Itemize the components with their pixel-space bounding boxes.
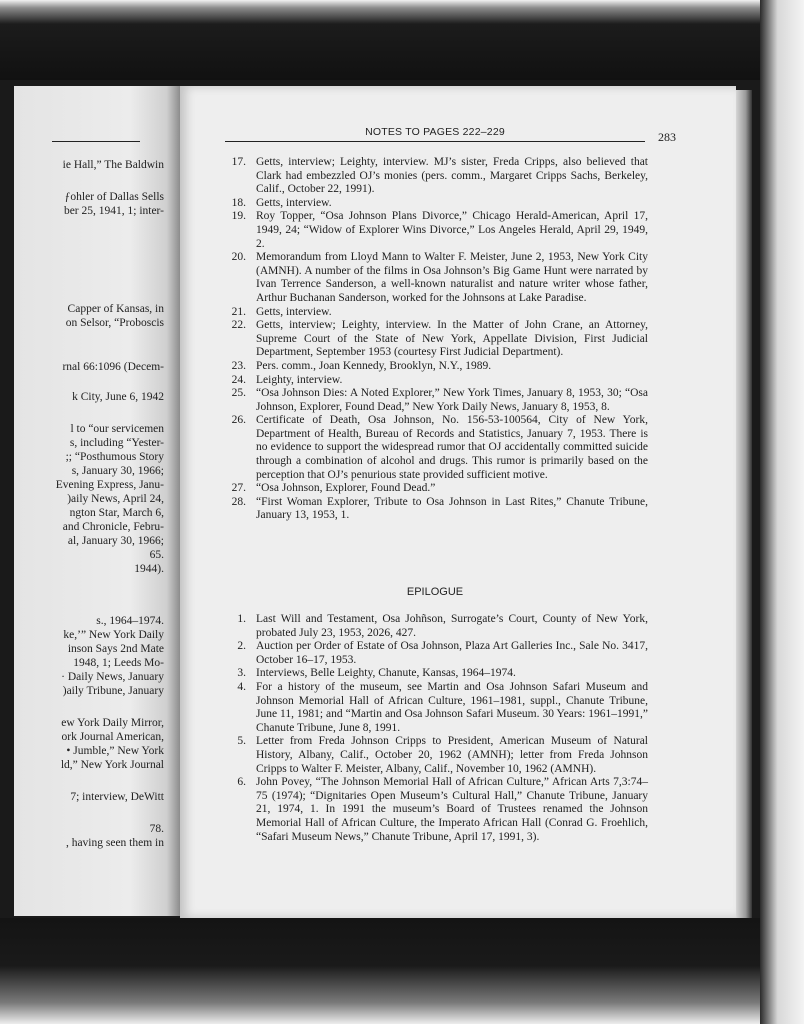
epilogue-heading: EPILOGUE	[406, 586, 464, 598]
note-item	[220, 667, 648, 681]
left-page-fragment: 1948, 1; Leeds Mo-	[73, 657, 164, 669]
note-number: 1.	[237, 613, 246, 625]
left-page-fragment: al, January 30, 1966;	[67, 535, 164, 547]
left-page-fragment: s, including “Yester-	[69, 437, 164, 449]
note-item	[220, 156, 648, 197]
note-item	[220, 482, 648, 496]
left-page-fragment: ork Journal American,	[61, 731, 164, 743]
note-number: 4.	[237, 680, 246, 693]
page-number: 283	[658, 130, 676, 144]
note-text: Letter from Freda Johnson Cripps to President, American Museum of Natural History, Albany, Calif., October 20, 1962 (AMNH); letter from Freda Johnson Cripps to Walter F. Meister, Albany, Calif., November 10, 1962 (AMNH).	[256, 735, 648, 775]
note-number: 18.	[231, 196, 246, 209]
left-page-fragment: on Selsor, “Proboscis	[65, 317, 164, 329]
left-page-fragment: 1944).	[134, 563, 164, 575]
note-item	[220, 251, 648, 305]
note-text: Memorandum from Lloyd Mann to Walter F. Meister, June 2, 1953, New York City (AMNH). A number of the films in Osa Johnson’s Big Game Hunt were narrated by Ivan Terrence Sanderson, a well-known naturalist and nature writer whose father, Arthur Buchanan Sanderson, worked for the Johnsons at Lake Paradise.	[256, 251, 648, 304]
left-page-fragment: )aily News, April 24,	[67, 493, 164, 505]
left-page-fragment: 7; interview, DeWitt	[70, 791, 164, 803]
note-item	[220, 681, 648, 735]
left-page-fragment: inson Says 2nd Mate	[67, 643, 164, 655]
note-item	[220, 613, 648, 640]
note-item	[220, 387, 648, 414]
note-text: Certificate of Death, Osa Johnson, No. 156-53-100564, City of New York, Department of Health, Bureau of Records and Statistics, January 7, 1953. There is no evidence to support the widespread rumor that OJ accidentally committed suicide through a combination of alcohol and drugs. This rumor is primarily based on the perception that OJ’s penurious state provided sufficient motive.	[256, 414, 648, 481]
note-item	[220, 306, 648, 320]
left-page-fragment: ke,’” New York Daily	[63, 629, 164, 641]
note-number: 25.	[231, 387, 246, 400]
note-text: Last Will and Testament, Osa Johñson, Surrogate’s Court, County of New York, probated July 23, 1953, 2026, 427.	[256, 613, 648, 639]
note-text: Getts, interview; Leighty, interview. MJ’s sister, Freda Cripps, also believed that Clark had embezzled OJ’s monies (pers. comm., Margaret Cripps Sachs, Berkeley, Calif., October 22, 1991).	[256, 156, 648, 196]
note-text: For a history of the museum, see Martin and Osa Johnson Safari Museum and Johnson Memorial Hall of African Culture, 1961–1981, suppl., Chanute Tribune, June 11, 1981; and “Martin and Osa Johnson Safari Museum. 30 Years: 1961–1991,” Chanute Tribune, June 8, 1991.	[256, 680, 648, 734]
note-item	[220, 374, 648, 388]
note-number: 6.	[237, 776, 246, 789]
note-text: John Povey, “The Johnson Memorial Hall of African Culture,” African Arts 7,3:74–75 (1974); “Dignitaries Open Museum’s Cultural Hall,” Chanute Tribune, January 21, 1974, 1. In 1991 the museum’s Board of Trustees renamed the Johnson Memorial Hall of African Culture, the Imperato African Hall (Conrad G. Froehlich, “Safari Museum News,” Chanute Tribune, April 17, 1991, 3).	[256, 776, 648, 843]
left-page-fragment: )aily Tribune, January	[62, 685, 164, 697]
note-text: Getts, interview.	[256, 196, 332, 209]
notes-page	[180, 86, 736, 918]
left-page-header-rule	[52, 141, 140, 142]
left-page-fragment: , having seen them in	[65, 837, 164, 849]
note-item	[220, 776, 648, 844]
note-item	[220, 640, 648, 667]
left-page-fragment: s, January 30, 1966;	[71, 465, 164, 477]
note-item	[220, 197, 648, 211]
left-page-fragment: k City, June 6, 1942	[72, 391, 164, 403]
left-page-fragment: 65.	[149, 549, 164, 561]
note-text: “Osa Johnson, Explorer, Found Dead.”	[256, 482, 436, 495]
note-number: 2.	[237, 640, 246, 653]
note-item	[220, 319, 648, 360]
left-page-fragment: ;; “Posthumous Story	[65, 451, 164, 463]
running-header: NOTES TO PAGES 222–229	[365, 126, 505, 138]
note-item	[220, 360, 648, 374]
note-text: Getts, interview.	[256, 305, 332, 318]
left-page-fragment: s., 1964–1974.	[96, 615, 164, 627]
notes-list	[220, 156, 648, 523]
left-page-fragment: 78.	[149, 823, 164, 835]
left-page-fragment: · Daily News, January	[61, 671, 164, 683]
note-text: Roy Topper, “Osa Johnson Plans Divorce,” Chicago Herald-American, April 17, 1949, 24; “Widow of Explorer Wins Divorce,” Los Angeles Herald, April 29, 1949, 2.	[256, 210, 648, 250]
note-number: 26.	[231, 414, 246, 427]
left-page-fragment: and Chronicle, Febru-	[62, 521, 164, 533]
scan-background-right	[760, 0, 804, 1024]
note-text: “First Woman Explorer, Tribute to Osa Johnson in Last Rites,” Chanute Tribune, January 13, 1953, 1.	[256, 495, 648, 522]
left-page-fragment: ngton Star, March 6,	[69, 507, 164, 519]
note-text: Auction per Order of Estate of Osa Johnson, Plaza Art Galleries Inc., Sale No. 3417, October 16–17, 1953.	[256, 640, 648, 666]
left-page-fragment: l to “our servicemen	[70, 423, 164, 435]
left-page-fragment: rnal 66:1096 (Decem-	[62, 361, 164, 373]
note-number: 17.	[231, 156, 246, 168]
epilogue-notes-list	[220, 613, 648, 844]
left-page-fragment: ƒohler of Dallas Sells	[64, 191, 164, 203]
note-item	[220, 210, 648, 251]
scan-background-bottom	[0, 918, 804, 1024]
scan-background-top	[0, 0, 804, 80]
page-stack-edge	[736, 90, 752, 918]
note-text: Getts, interview; Leighty, interview. In the Matter of John Crane, an Attorney, Supreme Court of the State of New York, Appellate Division, First Judicial Department, September 1953 (courtesy First Judicial Department).	[256, 319, 648, 359]
left-page-fragment: Evening Express, Janu-	[55, 479, 164, 491]
note-text: “Osa Johnson Dies: A Noted Explorer,” New York Times, January 8, 1953, 30; “Osa Johnson, Explorer, Found Dead,” New York Daily News, January 8, 1953, 8.	[256, 387, 648, 413]
note-text: Interviews, Belle Leighty, Chanute, Kansas, 1964–1974.	[256, 667, 516, 680]
left-page-fragment: Capper of Kansas, in	[67, 303, 164, 315]
left-page-fragment: ie Hall,” The Baldwin	[62, 159, 164, 171]
note-text: Pers. comm., Joan Kennedy, Brooklyn, N.Y., 1989.	[256, 359, 492, 372]
note-number: 3.	[237, 667, 246, 680]
note-number: 22.	[231, 319, 246, 332]
note-number: 21.	[231, 305, 246, 318]
left-page-fragment: • Jumble,” New York	[66, 745, 164, 757]
note-item	[220, 496, 648, 523]
note-number: 5.	[237, 735, 246, 748]
note-number: 19.	[231, 210, 246, 223]
left-page-fragment: ew York Daily Mirror,	[61, 717, 164, 729]
note-number: 20.	[231, 251, 246, 264]
left-page-fragment: ld,” New York Journal	[60, 759, 164, 771]
header-rule	[225, 141, 645, 142]
note-number: 28.	[231, 495, 246, 508]
left-facing-page	[14, 86, 180, 916]
note-number: 24.	[231, 373, 246, 386]
note-text: Leighty, interview.	[256, 373, 343, 386]
note-item	[220, 414, 648, 482]
note-number: 27.	[231, 482, 246, 495]
left-page-fragment: ber 25, 1941, 1; inter-	[63, 205, 164, 217]
note-item	[220, 735, 648, 776]
note-number: 23.	[231, 359, 246, 372]
